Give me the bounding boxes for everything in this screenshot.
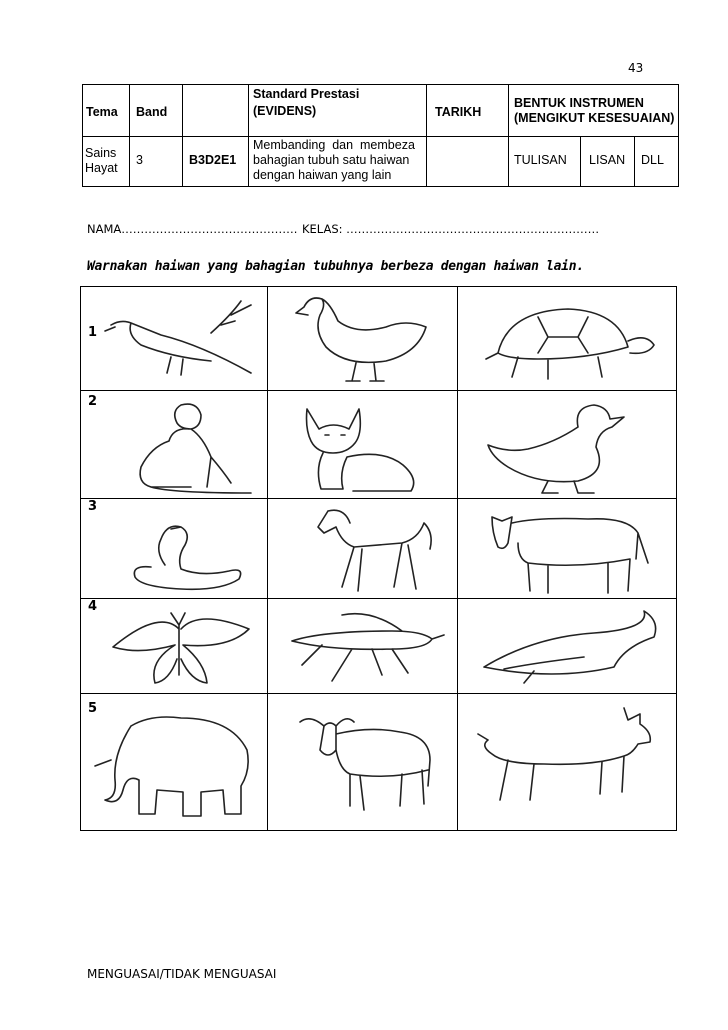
page-number: 43 — [628, 61, 644, 75]
col-bentuk-1: BENTUK INSTRUMEN — [514, 96, 644, 110]
assessment-footer: MENGUASAI/TIDAK MENGUASAI — [87, 967, 277, 981]
evidens-1: Membanding dan membeza — [253, 138, 415, 152]
cat-icon — [293, 399, 433, 495]
header-table — [82, 84, 679, 187]
cell-monkey[interactable] — [80, 390, 268, 499]
bird-icon — [101, 295, 261, 383]
elephant-icon — [91, 710, 259, 820]
cell-chicken[interactable] — [267, 286, 458, 391]
col-tema: Tema — [86, 105, 118, 119]
instrument-dll: DLL — [641, 153, 664, 167]
row-number: 2 — [88, 394, 98, 409]
cell-cow[interactable] — [457, 498, 677, 599]
evidens-2: bahagian tubuh satu haiwan — [253, 153, 410, 167]
cell-goat[interactable] — [457, 693, 677, 831]
col-standard-1: Standard Prestasi — [253, 87, 360, 101]
cell-horse[interactable] — [267, 498, 458, 599]
tortoise-icon — [478, 297, 658, 382]
tema-1: Sains — [85, 146, 117, 160]
col-tarikh: TARIKH — [435, 105, 482, 119]
cell-butterfly[interactable] — [80, 598, 268, 694]
col-standard-2: (EVIDENS) — [253, 104, 317, 118]
col-band: Band — [136, 105, 168, 119]
cobra-icon — [111, 521, 251, 595]
buffalo-icon — [290, 710, 440, 814]
instruction-text: Warnakan haiwan yang bahagian tubuhnya berbeza dengan haiwan lain. — [87, 259, 584, 274]
cell-tortoise[interactable] — [457, 286, 677, 391]
cell-grasshopper[interactable] — [267, 598, 458, 694]
whale-icon — [474, 607, 664, 685]
cell-buffalo[interactable] — [267, 693, 458, 831]
row-number: 3 — [88, 499, 98, 514]
monkey-icon — [111, 397, 261, 495]
grasshopper-icon — [282, 605, 447, 687]
evidens-3: dengan haiwan yang lain — [253, 168, 392, 182]
row-number: 1 — [88, 325, 98, 340]
cell-cobra[interactable] — [80, 498, 268, 599]
nama-field[interactable]: NAMA………………………………………. — [87, 222, 298, 236]
cell-whale[interactable] — [457, 598, 677, 694]
cow-icon — [478, 503, 658, 597]
cell-bird[interactable] — [80, 286, 268, 391]
col-bentuk-2: (MENGIKUT KESESUAIAN) — [514, 111, 675, 125]
kelas-field[interactable]: KELAS: ………………………………………………………… — [302, 222, 600, 236]
cell-duck[interactable] — [457, 390, 677, 499]
animal-grid — [80, 286, 677, 831]
tema-2: Hayat — [85, 161, 118, 175]
butterfly-icon — [99, 605, 259, 689]
goat-icon — [474, 704, 664, 814]
cell-cat[interactable] — [267, 390, 458, 499]
chicken-icon — [286, 291, 436, 387]
row-number: 4 — [88, 599, 98, 614]
row-number: 5 — [88, 701, 98, 716]
instrument-tulisan: TULISAN — [514, 153, 567, 167]
band-value: 3 — [136, 153, 143, 167]
cell-elephant[interactable] — [80, 693, 268, 831]
horse-icon — [298, 503, 438, 595]
standard-code: B3D2E1 — [189, 153, 237, 167]
instrument-lisan: LISAN — [589, 153, 626, 167]
duck-icon — [478, 397, 653, 495]
